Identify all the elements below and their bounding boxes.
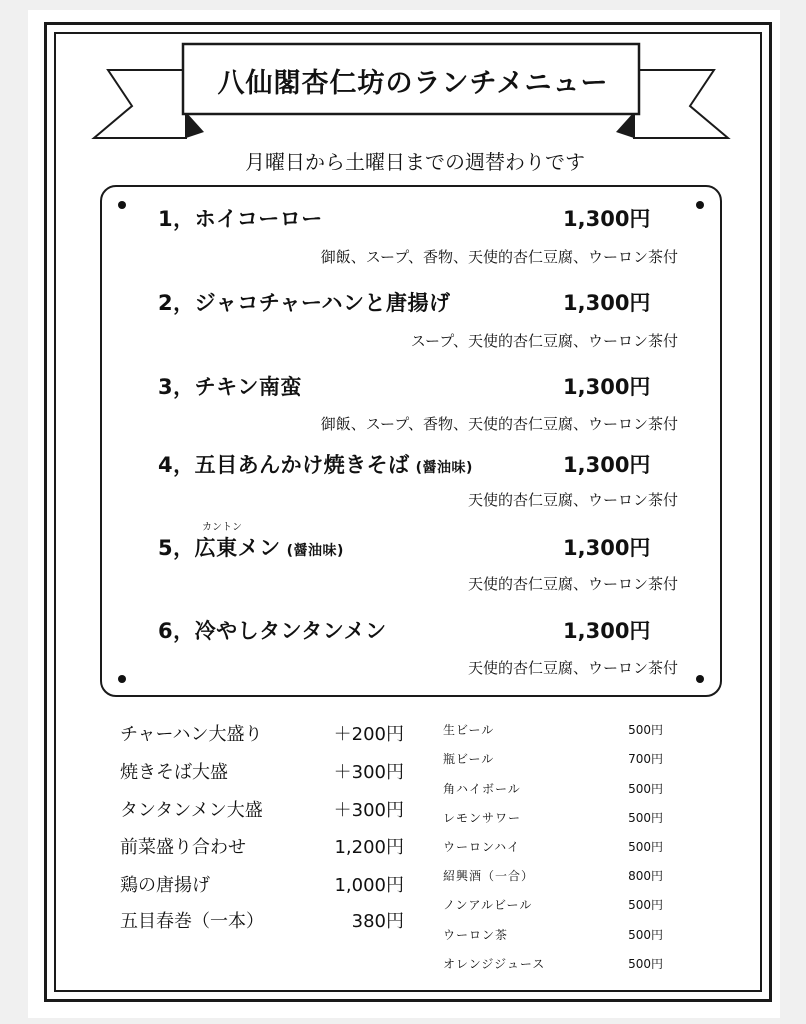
- drink-price: 500円: [628, 723, 663, 737]
- item-note: (醤油味): [415, 460, 473, 476]
- extra-name: 五目春巻（一本）: [120, 911, 264, 932]
- item-name: 2，ジャコチャーハンと唐揚げ: [158, 291, 451, 315]
- drink-price: 700円: [628, 752, 663, 766]
- item-includes: スープ、天使的杏仁豆腐、ウーロン茶付: [410, 332, 678, 350]
- extra-item: [120, 720, 404, 746]
- drink-item: [443, 780, 663, 800]
- drink-name: 生ビール: [443, 723, 495, 737]
- item-price: 1,300円: [563, 291, 651, 315]
- extra-item: [120, 796, 404, 822]
- extra-price: ＋300円: [333, 800, 404, 821]
- drink-item: [443, 867, 663, 887]
- drink-price: 500円: [628, 811, 663, 825]
- extra-item: [120, 833, 404, 859]
- extra-item: [120, 758, 404, 784]
- item-name-text: 4，五目あんかけ焼きそば: [158, 453, 410, 477]
- item-includes: 御飯、スープ、香物、天使的杏仁豆腐、ウーロン茶付: [320, 248, 678, 266]
- drink-item: [443, 750, 663, 770]
- item-name: 3，チキン南蛮: [158, 375, 302, 399]
- extra-price: 1,200円: [334, 837, 404, 858]
- drink-price: 800円: [628, 869, 663, 883]
- drink-name: 瓶ビール: [443, 752, 495, 766]
- item-price: 1,300円: [563, 207, 651, 231]
- menu-title: 八仙閣杏仁坊のランチメニュー: [217, 67, 609, 99]
- extra-name: 焼きそば大盛: [120, 762, 228, 783]
- menu-item: [158, 532, 668, 566]
- drink-item: [443, 809, 663, 829]
- drink-name: オレンジジュース: [443, 957, 546, 971]
- drink-price: 500円: [628, 898, 663, 912]
- extra-name: 前菜盛り合わせ: [120, 837, 246, 858]
- ribbon-right-fold: [616, 112, 634, 138]
- item-name: [158, 449, 473, 479]
- drink-name: ウーロンハイ: [443, 840, 521, 854]
- item-ruby: カントン: [202, 522, 242, 533]
- drink-item: [443, 896, 663, 916]
- corner-dot-bottom-left: [118, 675, 126, 683]
- item-includes: 天使的杏仁豆腐、ウーロン茶付: [467, 575, 678, 593]
- corner-dot-bottom-right: [696, 675, 704, 683]
- drink-name: レモンサワー: [443, 811, 522, 825]
- extra-item: [120, 871, 404, 897]
- item-name: [158, 532, 344, 562]
- menu-subtitle: 月曜日から土曜日までの週替わりです: [245, 150, 585, 174]
- menu-item: [158, 371, 668, 405]
- extra-price: 380円: [351, 911, 404, 932]
- item-price: 1,300円: [563, 453, 651, 477]
- item-includes: 天使的杏仁豆腐、ウーロン茶付: [467, 659, 678, 677]
- drink-item: [443, 926, 663, 946]
- drink-name: 紹興酒（一合）: [443, 869, 535, 883]
- item-note: (醤油味): [286, 543, 344, 559]
- item-name: 1，ホイコーロー: [158, 207, 323, 231]
- extra-price: ＋300円: [333, 762, 404, 783]
- extra-price: ＋200円: [333, 724, 404, 745]
- drink-name: ウーロン茶: [443, 928, 509, 942]
- menu-item: [158, 203, 668, 237]
- extra-name: チャーハン大盛り: [120, 724, 263, 745]
- corner-dot-top-left: [118, 201, 126, 209]
- drink-name: 角ハイボール: [443, 782, 521, 796]
- menu-item: [158, 287, 668, 321]
- item-price: 1,300円: [563, 375, 651, 399]
- extra-name: タンタンメン大盛: [120, 800, 263, 821]
- extra-item: [120, 907, 404, 933]
- menu-item: [158, 449, 668, 483]
- ribbon-right-tail: [634, 70, 728, 138]
- item-price: 1,300円: [563, 536, 651, 560]
- drink-item: [443, 955, 663, 975]
- drink-price: 500円: [628, 928, 663, 942]
- item-includes: 天使的杏仁豆腐、ウーロン茶付: [467, 491, 678, 509]
- corner-dot-top-right: [696, 201, 704, 209]
- item-includes: 御飯、スープ、香物、天使的杏仁豆腐、ウーロン茶付: [320, 415, 678, 433]
- drink-item: [443, 721, 663, 741]
- drink-price: 500円: [628, 840, 663, 854]
- drink-item: [443, 838, 663, 858]
- ribbon-left-fold: [186, 112, 204, 138]
- extra-price: 1,000円: [334, 875, 404, 896]
- ribbon-left-tail: [94, 70, 186, 138]
- drink-price: 500円: [628, 957, 663, 971]
- item-name-text: 5，広東メン: [158, 536, 281, 560]
- item-price: 1,300円: [563, 619, 651, 643]
- extra-name: 鶏の唐揚げ: [120, 875, 210, 896]
- menu-item: [158, 615, 668, 649]
- drink-name: ノンアルビール: [443, 898, 533, 912]
- drink-price: 500円: [628, 782, 663, 796]
- item-name: 6，冷やしタンタンメン: [158, 619, 387, 643]
